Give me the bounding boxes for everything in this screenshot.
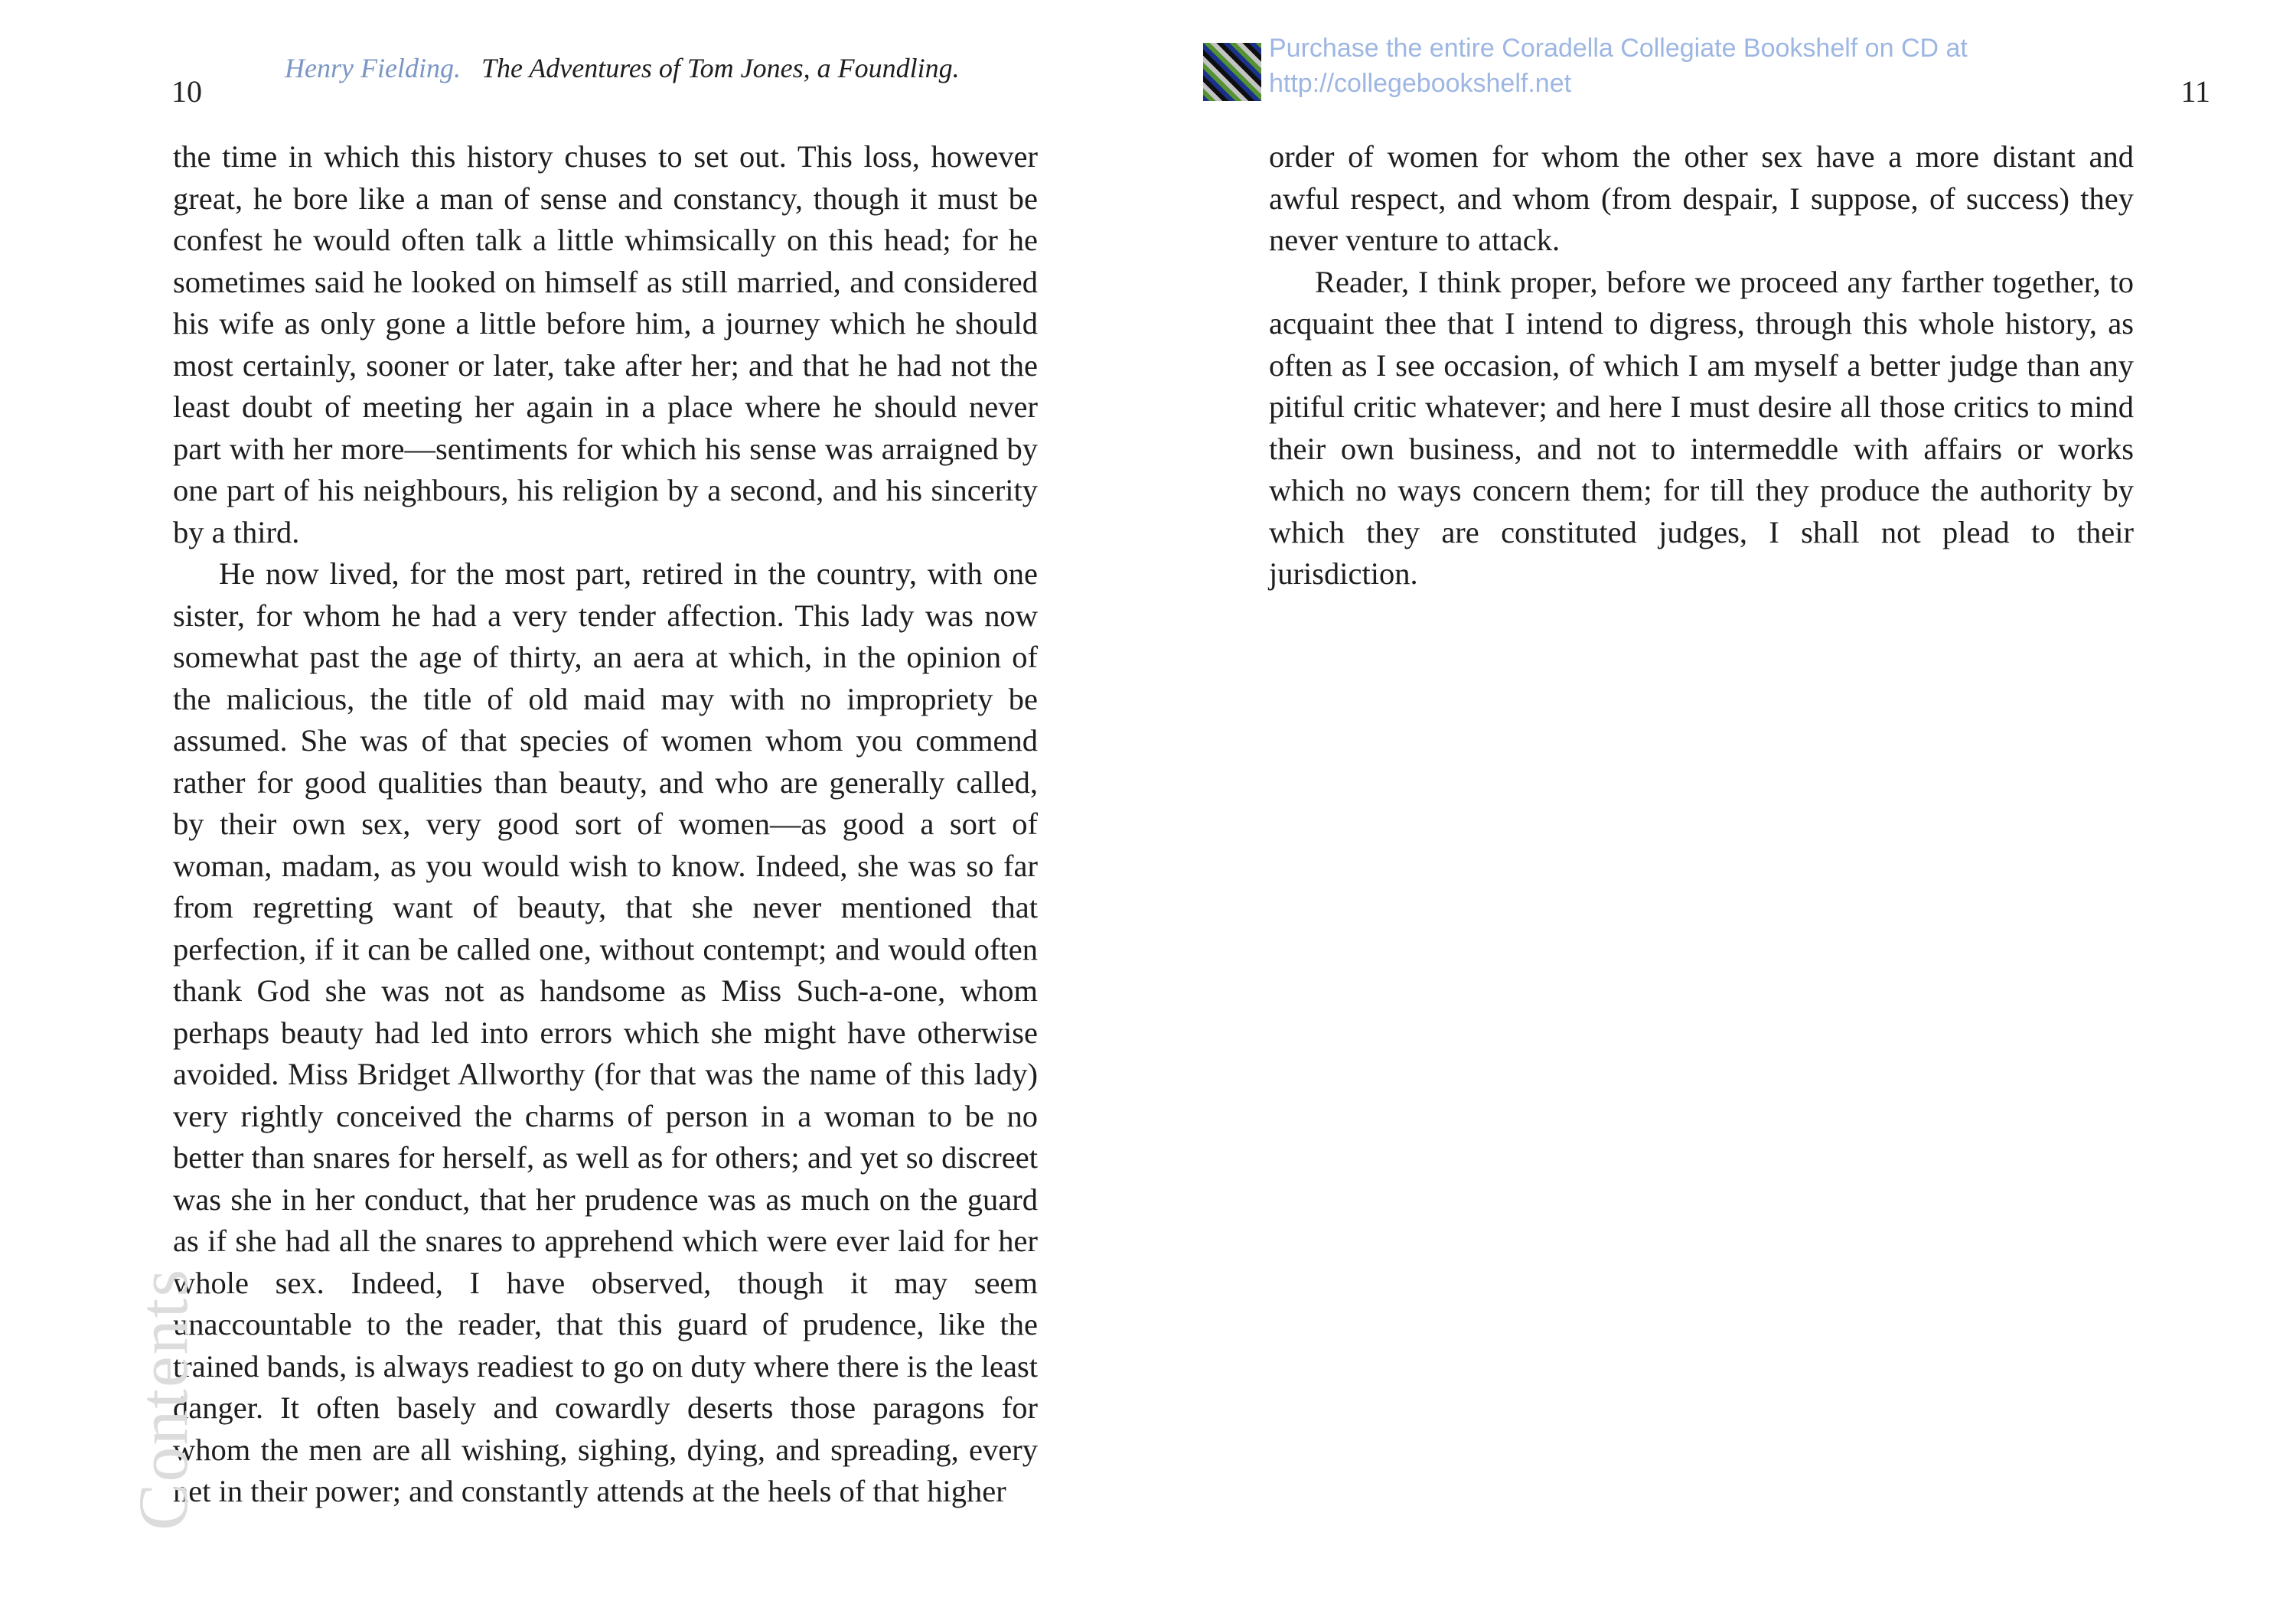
right-page	[1148, 0, 2296, 1607]
right-body-text	[1269, 136, 2134, 595]
right-paragraph-1: order of women for whom the other sex have a more distant and awful respect, and whom (from despair, I suppose, of success) they never venture to attack.	[1269, 139, 2134, 257]
left-paragraph-1: the time in which this history chuses to set out. This loss, however great, he bore like a man of sense and constancy, though it must be confest he would often talk a little whimsically on this head; for he sometimes said he looked on himself as still married, and considered his wife as only gone a little before him, a journey which he should most certainly, sooner or later, take after her; and that he had not the least doubt of meeting her again in a place where he should never part with her more—sentiments for which his sense was arraigned by one part of his neighbours, his religion by a second, and his sincerity by a third.	[173, 139, 1038, 549]
promo-line-1[interactable]: Purchase the entire Coradella Collegiate Bookshelf on CD at	[1269, 34, 1968, 63]
right-paragraph-2: Reader, I think proper, before we proceed any farther together, to acquaint thee that I intend to digress, through this whole history, as often as I see occasion, of which I am myself a better judge than any pitiful critic whatever; and here I must desire all those critics to mind their own business, and not to intermeddle with affairs or works which no ways concern them; for till they produce the authority by which they are constituted judges, I shall not plead to their jurisdiction.	[1269, 264, 2134, 591]
left-paragraph-2: He now lived, for the most part, retired in the country, with one sister, for whom he had a very tender affection. This lady was now somewhat past the age of thirty, an aera at which, in the opinion of the malicious, the title of old maid may with no impropriety be assumed. She was of that species of women whom you commend rather for good qualities than beauty, and who are generally called, by their own sex, very good sort of women—as good a sort of woman, madam, as you would wish to know. Indeed, she was so far from regretting want of beauty, that she never mentioned that perfection, if it can be called one, without contempt; and would often thank God she was not as handsome as Miss Such-a-one, whom perhaps beauty had led into errors which she might have otherwise avoided. Miss Bridget Allworthy (for that was the name of this lady) very rightly conceived the charms of person in a woman to be no better than snares for herself, as well as for others; and yet so discreet was she in her conduct, that her prudence was as much on the guard as if she had all the snares to apprehend which were ever laid for her whole sex. Indeed, I have observed, though it may seem unaccountable to the reader, that this guard of prudence, like the trained bands, is always readiest to go on duty where there is the least danger. It often basely and cowardly deserts those paragons for whom the men are all wishing, sighing, dying, and spreading, every net in their power; and constantly attends at the heels of that higher	[173, 556, 1038, 1508]
bookshelf-logo-icon[interactable]	[1203, 43, 1261, 101]
page-number-right: 11	[2180, 74, 2210, 109]
promo-banner[interactable]	[1203, 31, 1968, 101]
running-head	[285, 52, 960, 84]
running-head-author: Henry Fielding.	[285, 53, 461, 83]
running-head-title: The Adventures of Tom Jones, a Foundling.	[481, 53, 960, 83]
promo-text[interactable]	[1269, 31, 1968, 101]
left-body-text	[173, 136, 1038, 1513]
page-number-left: 10	[171, 74, 202, 109]
promo-link[interactable]: http://collegebookshelf.net	[1269, 69, 1572, 98]
contents-link[interactable]: Contents	[124, 1267, 202, 1530]
